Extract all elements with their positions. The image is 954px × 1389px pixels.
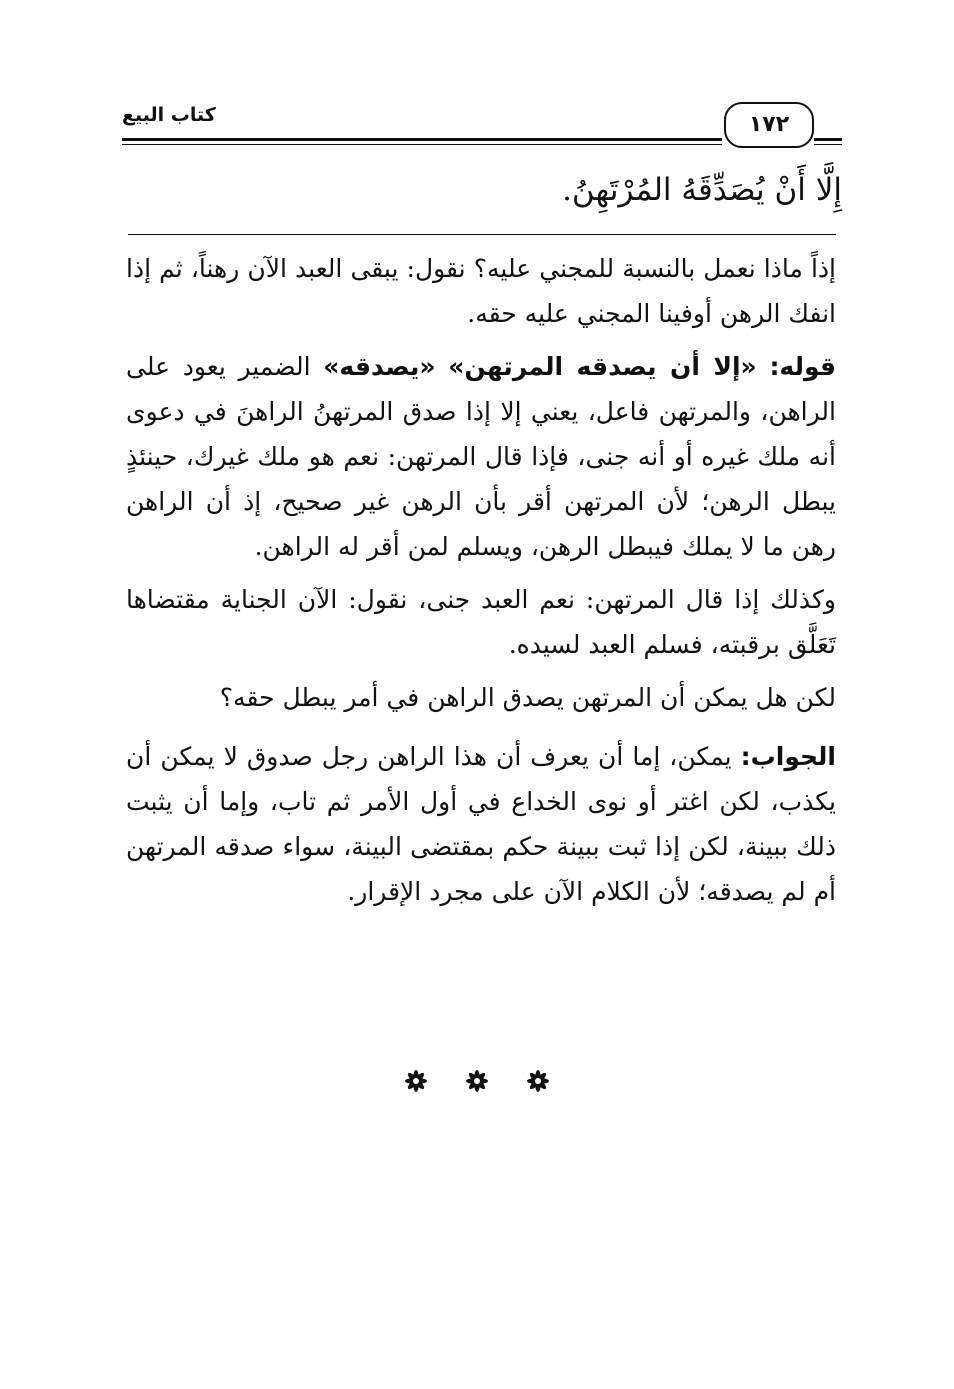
header-rule xyxy=(122,138,722,141)
flower-ornament-icon xyxy=(403,1068,429,1094)
paragraph-2-text: الضمير يعود على الراهن، والمرتهن فاعل، يعني إلا إذا صدق المرتهنُ الراهنَ في دعوى أنه ملك غيره أو أنه جنى، فإذا قال المرتهن: نعم هو ملك غيرك، حينئذٍ يبطل الرهن؛ لأن المرتهن أقر بأن الرهن غير صحيح، إذ أن الراهن رهن ما لا يملك فيبطل الرهن، ويسلم لمن أقر له الراهن. xyxy=(126,352,836,561)
paragraph-5-label: الجواب: xyxy=(740,742,836,771)
paragraph-1-text: إذاً ماذا نعمل بالنسبة للمجني عليه؟ نقول: يبقى العبد الآن رهناً، ثم إذا انفك الرهن أوفينا المجني عليه حقه. xyxy=(126,254,836,328)
paragraph-1 xyxy=(126,246,836,336)
paragraph-2 xyxy=(126,344,836,569)
commentary xyxy=(126,246,836,922)
header-rule-right xyxy=(814,138,842,141)
paragraph-2-label: قوله: xyxy=(769,352,837,381)
matn-text: إِلَّا أَنْ يُصَدِّقَهُ المُرْتَهِنُ. xyxy=(562,172,842,208)
matn-divider xyxy=(128,234,836,235)
section-end-ornaments xyxy=(0,1068,954,1098)
paragraph-4 xyxy=(126,675,836,720)
flower-ornament-icon xyxy=(464,1068,490,1094)
page-header xyxy=(122,96,842,150)
header-rule-right-thin xyxy=(814,144,842,145)
flower-ornament-icon xyxy=(525,1068,551,1094)
paragraph-2-quote-2: «يصدقه» xyxy=(323,352,436,381)
paragraph-2-quote-1: «إلا أن يصدقه المرتهن» xyxy=(448,352,757,381)
header-rule-thin xyxy=(122,144,722,145)
paragraph-3-text: وكذلك إذا قال المرتهن: نعم العبد جنى، نقول: الآن الجناية مقتضاها تَعَلَّق برقبته، فسلم العبد لسيده. xyxy=(126,585,836,659)
page-number: ١٧٢ xyxy=(724,102,814,148)
book-title: كتاب البيع xyxy=(122,104,216,126)
paragraph-4-text: لكن هل يمكن أن المرتهن يصدق الراهن في أمر يبطل حقه؟ xyxy=(219,683,836,712)
paragraph-3 xyxy=(126,577,836,667)
paragraph-5-text: يمكن، إما أن يعرف أن هذا الراهن رجل صدوق لا يمكن أن يكذب، لكن اغتر أو نوى الخداع في أول الأمر ثم تاب، وإما أن يثبت ذلك ببينة، لكن إذا ثبت ببينة حكم بمقتضى البينة، سواء صدقه المرتهن أم لم يصدقه؛ لأن الكلام الآن على مجرد الإقرار. xyxy=(126,742,836,906)
paragraph-5 xyxy=(126,734,836,914)
